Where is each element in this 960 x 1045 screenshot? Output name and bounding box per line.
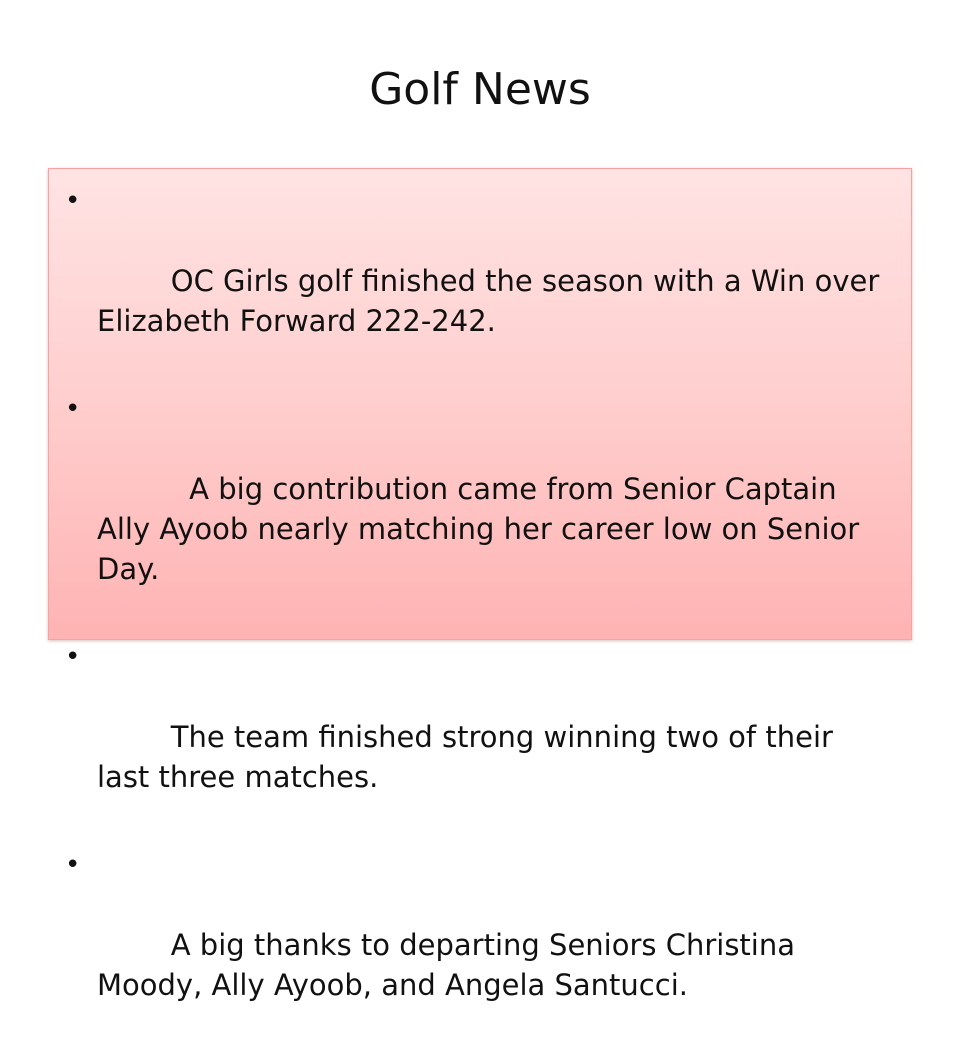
bullet-text: OC Girls golf finished the season with a Win over Elizabeth Forward 222-242.	[97, 264, 889, 338]
bullet-text: A big thanks to departing Seniors Christina Moody, Ally Ayoob, and Angela Santucci.	[97, 928, 805, 1002]
bullet-dot-icon: •	[65, 850, 81, 880]
bullet-list	[49, 169, 911, 1045]
bullet-text: A big contribution came from Senior Captain Ally Ayoob nearly matching her career low on Senior Day.	[97, 472, 869, 586]
bullet-item	[65, 389, 887, 629]
bullet-item	[65, 845, 887, 1045]
bullet-dot-icon: •	[65, 186, 81, 216]
bullet-dot-icon: •	[65, 394, 81, 424]
bullet-item	[65, 637, 887, 837]
bullet-text: The team finished strong winning two of their last three matches.	[97, 720, 843, 794]
content-box	[48, 168, 912, 1002]
bullet-dot-icon: •	[65, 642, 81, 672]
bullet-item	[65, 181, 887, 381]
slide-title: Golf News	[369, 64, 591, 115]
